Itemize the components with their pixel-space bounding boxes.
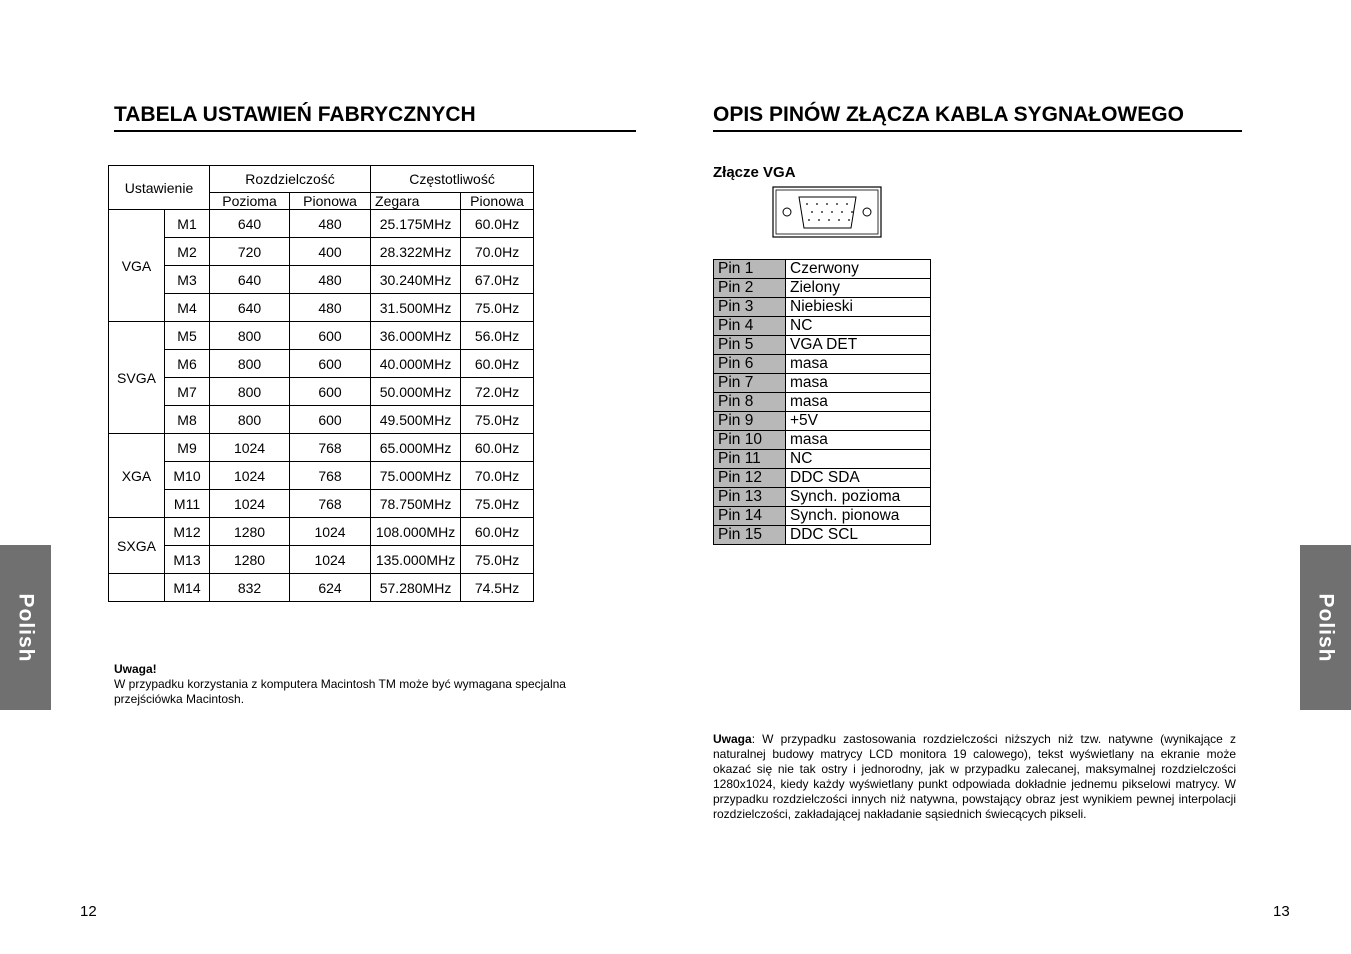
horizontal-resolution-cell: 832 [210, 574, 290, 602]
language-tab-right-label: Polish [1314, 592, 1338, 663]
language-tab-left [0, 545, 51, 710]
horizontal-resolution-cell: 800 [210, 406, 290, 434]
pin-number-cell: Pin 9 [714, 412, 786, 431]
vertical-resolution-cell: 600 [290, 322, 371, 350]
mode-cell: M6 [165, 350, 210, 378]
pin-signal-cell: Zielony [786, 279, 931, 298]
mode-cell: M3 [165, 266, 210, 294]
left-note-heading: Uwaga! [114, 662, 157, 676]
table-row [109, 546, 534, 574]
pin-signal-cell: masa [786, 355, 931, 374]
vertical-frequency-cell: 75.0Hz [461, 546, 534, 574]
pin-row [714, 355, 931, 374]
subheader-clock: Zegara [371, 193, 461, 210]
vertical-resolution-cell: 768 [290, 490, 371, 518]
pin-signal-cell: DDC SDA [786, 469, 931, 488]
pin-signal-cell: NC [786, 317, 931, 336]
pin-signal-cell: Czerwony [786, 260, 931, 279]
clock-frequency-cell: 135.000MHz [371, 546, 461, 574]
vertical-frequency-cell: 67.0Hz [461, 266, 534, 294]
pin-row [714, 507, 931, 526]
pin-row [714, 336, 931, 355]
mode-cell: M12 [165, 518, 210, 546]
right-page-title: OPIS PINÓW ZŁĄCZA KABLA SYGNAŁOWEGO [713, 102, 1242, 132]
pin-row [714, 431, 931, 450]
pin-row [714, 298, 931, 317]
pin-signal-cell: DDC SCL [786, 526, 931, 545]
clock-frequency-cell: 57.280MHz [371, 574, 461, 602]
pin-number-cell: Pin 10 [714, 431, 786, 450]
subheader-horizontal: Pozioma [210, 193, 290, 210]
mode-cell: M8 [165, 406, 210, 434]
horizontal-resolution-cell: 1280 [210, 546, 290, 574]
right-note-text: : W przypadku zastosowania rozdzielczości niższych niż tzw. natywne (wynikające z naturalnej budowy matrycy LCD monitora 19 calowego), tekst wyświetlany na ekranie może okazać się nie tak ostry i jednorodny, jak w przypadku zalecanej, maksymalnej rozdzielczości 1280x1024, kiedy każdy wyświetlany punkt odpowiada dokładnie jednemu pikselowi matrycy. W przypadku rozdzielczości innych niż natywna, powstający obraz jest wynikiem pewnej interpolacji rozdzielczości, zakładającej nakładanie sąsiednich świecących pikseli. [713, 732, 1236, 821]
pin-signal-cell: NC [786, 450, 931, 469]
table-row [109, 490, 534, 518]
table-row [109, 350, 534, 378]
vertical-resolution-cell: 400 [290, 238, 371, 266]
pin-number-cell: Pin 4 [714, 317, 786, 336]
mode-cell: M7 [165, 378, 210, 406]
mode-cell: M14 [165, 574, 210, 602]
language-tab-left-label: Polish [14, 592, 38, 663]
vertical-resolution-cell: 480 [290, 266, 371, 294]
vertical-frequency-cell: 70.0Hz [461, 462, 534, 490]
horizontal-resolution-cell: 800 [210, 322, 290, 350]
pin-signal-cell: Synch. pionowa [786, 507, 931, 526]
mode-cell: M5 [165, 322, 210, 350]
horizontal-resolution-cell: 640 [210, 294, 290, 322]
vertical-resolution-cell: 600 [290, 378, 371, 406]
table-row [109, 238, 534, 266]
mode-cell: M4 [165, 294, 210, 322]
language-tab-right [1300, 545, 1351, 710]
clock-frequency-cell: 25.175MHz [371, 210, 461, 238]
left-note-text: W przypadku korzystania z komputera Macintosh TM może być wymagana specjalna przejściówka Macintosh. [114, 677, 566, 706]
table-row [109, 378, 534, 406]
pin-number-cell: Pin 8 [714, 393, 786, 412]
horizontal-resolution-cell: 1024 [210, 490, 290, 518]
vertical-frequency-cell: 56.0Hz [461, 322, 534, 350]
left-note [114, 662, 634, 707]
group-cell: XGA [109, 434, 165, 518]
vertical-resolution-cell: 624 [290, 574, 371, 602]
clock-frequency-cell: 36.000MHz [371, 322, 461, 350]
pin-number-cell: Pin 11 [714, 450, 786, 469]
horizontal-resolution-cell: 1024 [210, 434, 290, 462]
vertical-resolution-cell: 1024 [290, 546, 371, 574]
right-note [713, 732, 1236, 822]
pin-signal-cell: +5V [786, 412, 931, 431]
pin-signal-cell: masa [786, 431, 931, 450]
pin-signal-cell: masa [786, 374, 931, 393]
clock-frequency-cell: 65.000MHz [371, 434, 461, 462]
vertical-frequency-cell: 60.0Hz [461, 210, 534, 238]
pin-number-cell: Pin 3 [714, 298, 786, 317]
pin-signal-cell: Synch. pozioma [786, 488, 931, 507]
pin-number-cell: Pin 14 [714, 507, 786, 526]
pin-number-cell: Pin 13 [714, 488, 786, 507]
table-row [109, 462, 534, 490]
pin-row [714, 469, 931, 488]
vertical-frequency-cell: 75.0Hz [461, 490, 534, 518]
clock-frequency-cell: 31.500MHz [371, 294, 461, 322]
vertical-resolution-cell: 768 [290, 434, 371, 462]
header-resolution: Rozdzielczość [210, 166, 371, 193]
clock-frequency-cell: 78.750MHz [371, 490, 461, 518]
connector-label: Złącze VGA [713, 164, 796, 181]
pin-row [714, 374, 931, 393]
table-row [109, 574, 534, 602]
pin-row [714, 279, 931, 298]
pin-number-cell: Pin 15 [714, 526, 786, 545]
table-row [109, 266, 534, 294]
pin-number-cell: Pin 5 [714, 336, 786, 355]
vertical-resolution-cell: 768 [290, 462, 371, 490]
pin-number-cell: Pin 7 [714, 374, 786, 393]
group-cell: SVGA [109, 322, 165, 434]
pin-row [714, 260, 931, 279]
horizontal-resolution-cell: 1024 [210, 462, 290, 490]
vga-connector-icon [772, 186, 883, 239]
horizontal-resolution-cell: 1280 [210, 518, 290, 546]
horizontal-resolution-cell: 800 [210, 378, 290, 406]
clock-frequency-cell: 28.322MHz [371, 238, 461, 266]
pin-row [714, 412, 931, 431]
group-cell: SXGA [109, 518, 165, 574]
subheader-vertical: Pionowa [290, 193, 371, 210]
clock-frequency-cell: 30.240MHz [371, 266, 461, 294]
horizontal-resolution-cell: 640 [210, 210, 290, 238]
mode-cell: M11 [165, 490, 210, 518]
group-cell: VGA [109, 210, 165, 322]
mode-cell: M9 [165, 434, 210, 462]
pin-row [714, 450, 931, 469]
pin-row [714, 488, 931, 507]
vertical-frequency-cell: 72.0Hz [461, 378, 534, 406]
vertical-frequency-cell: 75.0Hz [461, 294, 534, 322]
factory-settings-table [108, 165, 534, 602]
clock-frequency-cell: 75.000MHz [371, 462, 461, 490]
table-row [109, 518, 534, 546]
vertical-frequency-cell: 75.0Hz [461, 406, 534, 434]
pin-number-cell: Pin 6 [714, 355, 786, 374]
group-cell [109, 574, 165, 602]
header-frequency: Częstotliwość [371, 166, 534, 193]
subheader-vertical-frequency: Pionowa [461, 193, 534, 210]
pin-row [714, 393, 931, 412]
pin-table [713, 259, 931, 545]
table-row [109, 434, 534, 462]
vertical-frequency-cell: 60.0Hz [461, 434, 534, 462]
vertical-frequency-cell: 60.0Hz [461, 350, 534, 378]
horizontal-resolution-cell: 640 [210, 266, 290, 294]
pin-signal-cell: masa [786, 393, 931, 412]
vertical-frequency-cell: 60.0Hz [461, 518, 534, 546]
table-row [109, 322, 534, 350]
vertical-resolution-cell: 1024 [290, 518, 371, 546]
vertical-frequency-cell: 74.5Hz [461, 574, 534, 602]
page-number-left: 12 [80, 903, 97, 920]
pin-signal-cell: VGA DET [786, 336, 931, 355]
vertical-frequency-cell: 70.0Hz [461, 238, 534, 266]
header-setting: Ustawienie [109, 166, 210, 210]
vertical-resolution-cell: 480 [290, 294, 371, 322]
vertical-resolution-cell: 480 [290, 210, 371, 238]
horizontal-resolution-cell: 720 [210, 238, 290, 266]
clock-frequency-cell: 49.500MHz [371, 406, 461, 434]
horizontal-resolution-cell: 800 [210, 350, 290, 378]
clock-frequency-cell: 108.000MHz [371, 518, 461, 546]
pin-number-cell: Pin 1 [714, 260, 786, 279]
vertical-resolution-cell: 600 [290, 350, 371, 378]
table-row [109, 406, 534, 434]
table-row [109, 294, 534, 322]
pin-row [714, 526, 931, 545]
left-page-title: TABELA USTAWIEŃ FABRYCZNYCH [114, 102, 636, 132]
vertical-resolution-cell: 600 [290, 406, 371, 434]
mode-cell: M2 [165, 238, 210, 266]
pin-number-cell: Pin 12 [714, 469, 786, 488]
right-note-bold: Uwaga [713, 732, 752, 746]
mode-cell: M10 [165, 462, 210, 490]
pin-number-cell: Pin 2 [714, 279, 786, 298]
page-number-right: 13 [1273, 903, 1290, 920]
clock-frequency-cell: 50.000MHz [371, 378, 461, 406]
table-row [109, 210, 534, 238]
pin-row [714, 317, 931, 336]
pin-signal-cell: Niebieski [786, 298, 931, 317]
mode-cell: M1 [165, 210, 210, 238]
clock-frequency-cell: 40.000MHz [371, 350, 461, 378]
mode-cell: M13 [165, 546, 210, 574]
